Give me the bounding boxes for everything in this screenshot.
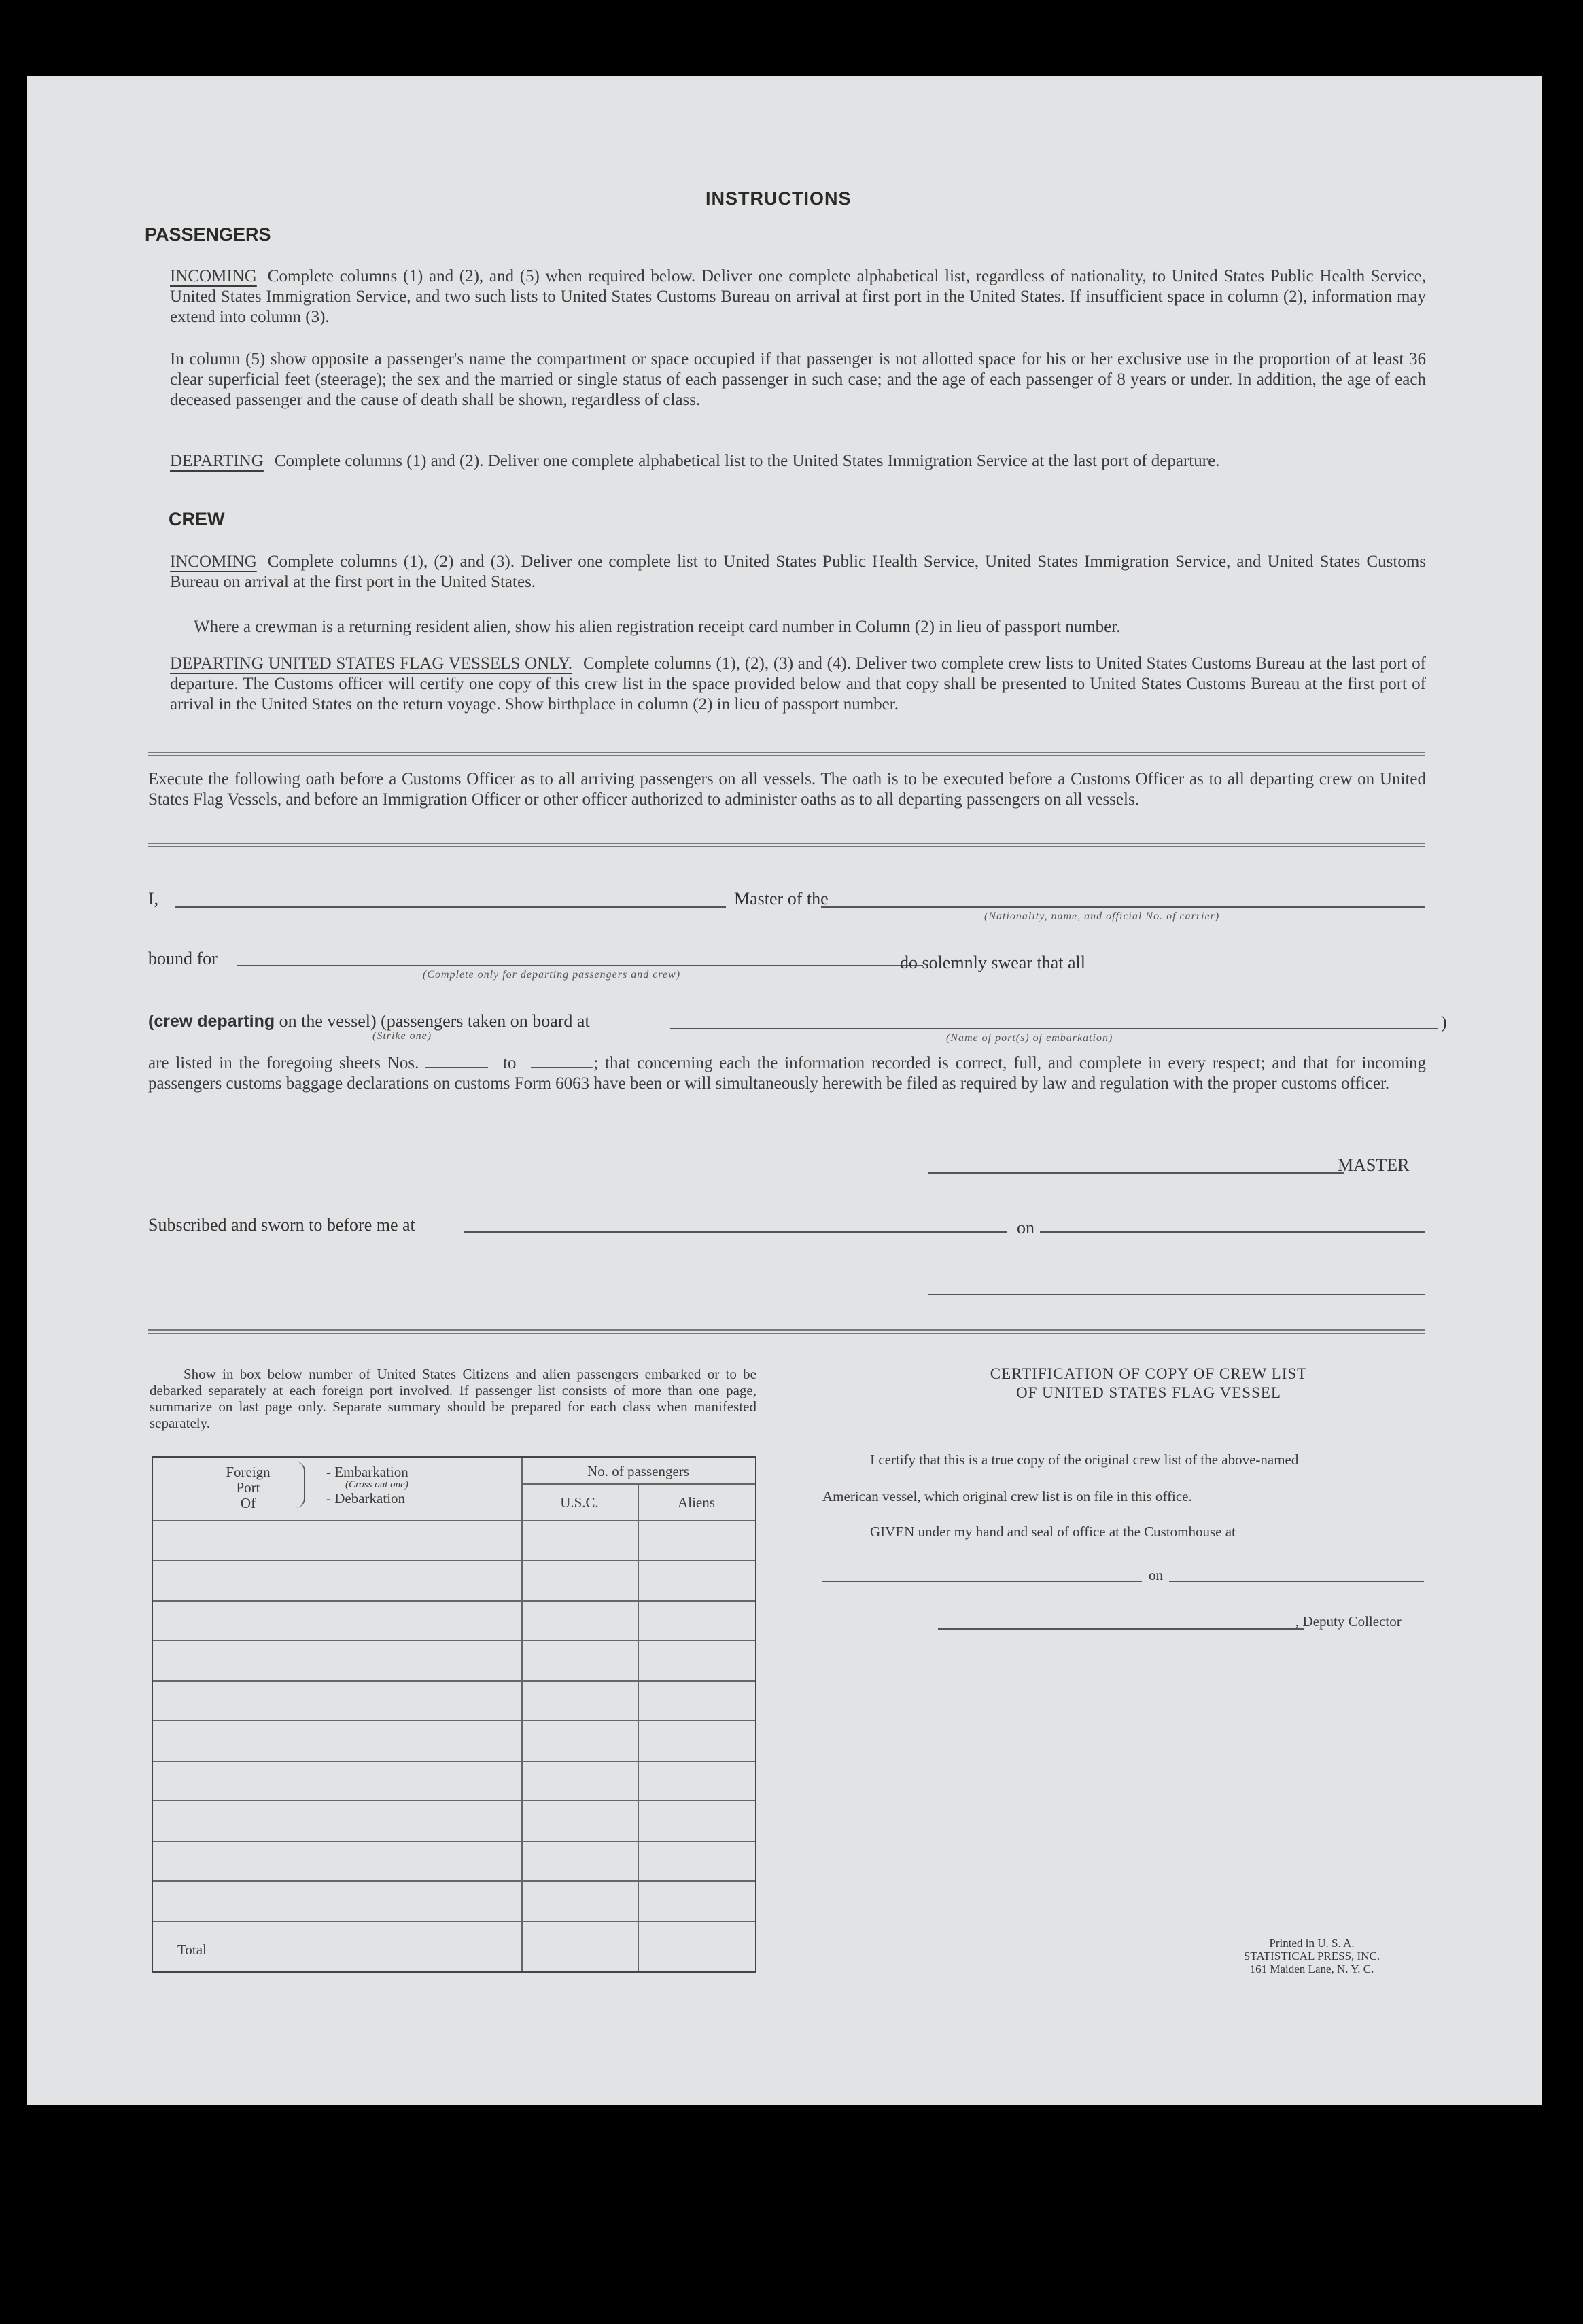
table-divider: [638, 1483, 639, 1971]
given-line: GIVEN under my hand and seal of office at the Customhouse at: [870, 1524, 1236, 1540]
master-label: MASTER: [1338, 1155, 1410, 1175]
master-name-field[interactable]: [175, 906, 726, 908]
subscribed-place-field[interactable]: [464, 1231, 1007, 1233]
crew-departing-option: [148, 1011, 590, 1032]
foreign-port-of-label: [207, 1464, 289, 1511]
page-title: INSTRUCTIONS: [706, 188, 852, 209]
carrier-field[interactable]: [821, 906, 1425, 908]
table-row: [153, 1520, 755, 1521]
certification-title-line2: OF UNITED STATES FLAG VESSEL: [1016, 1384, 1281, 1401]
printer-imprint: [1210, 1937, 1414, 1975]
summary-table: [152, 1456, 756, 1973]
deputy-signature-field[interactable]: [938, 1628, 1304, 1630]
imprint-line2: STATISTICAL PRESS, INC.: [1243, 1950, 1380, 1962]
to-label: to: [502, 1054, 517, 1072]
bound-for-hint: (Complete only for departing passengers and crew): [423, 969, 681, 981]
strike-one-hint: (Strike one): [372, 1030, 432, 1042]
sheets-prefix: are listed in the foregoing sheets Nos.: [148, 1054, 419, 1072]
total-label: Total: [177, 1941, 207, 1958]
table-row: [153, 1560, 755, 1561]
table-row: [153, 1720, 755, 1721]
certify-line2: American vessel, which original crew list is on file in this office.: [822, 1488, 1192, 1504]
master-signature-field[interactable]: [928, 1172, 1344, 1174]
sheet-from-field[interactable]: [425, 1055, 488, 1068]
subscribed-label: Subscribed and sworn to before me at: [148, 1215, 415, 1235]
imprint-line1: Printed in U. S. A.: [1269, 1937, 1355, 1950]
usc-header: U.S.C.: [560, 1494, 599, 1511]
passengers-incoming-label: INCOMING: [170, 267, 257, 285]
customhouse-field[interactable]: [822, 1581, 1142, 1582]
table-row: [153, 1600, 755, 1602]
oath-i-label: I,: [148, 889, 159, 909]
aliens-header: Aliens: [678, 1494, 715, 1511]
bound-for-label: bound for: [148, 949, 218, 968]
table-row: [153, 1880, 755, 1882]
on-the-vessel-label: on the vessel): [279, 1011, 377, 1031]
certification-title-line1: CERTIFICATION OF COPY OF CREW LIST: [990, 1365, 1308, 1382]
cert-on-label: on: [1149, 1567, 1163, 1583]
section-divider: [148, 843, 1425, 847]
summary-note: Show in box below number of United States Citizens and alien passengers embarked or to be debarked separately at each foreign port involved. If passenger list consists of more than one page, summarize on last page only. Separate summary should be prepared for each class when manifested separately.: [150, 1366, 756, 1431]
passengers-departing-paragraph: [170, 451, 1426, 472]
table-row: [153, 1800, 755, 1801]
subscribed-date-field[interactable]: [1040, 1231, 1425, 1233]
port-hint: (Name of port(s) of embarkation): [946, 1032, 1113, 1044]
carrier-hint: (Nationality, name, and official No. of carrier): [984, 911, 1220, 922]
crew-heading: CREW: [169, 509, 225, 529]
of-label: Of: [240, 1495, 256, 1511]
passengers-incoming-paragraph: [170, 266, 1426, 328]
table-row: [153, 1680, 755, 1682]
on-label: on: [1017, 1218, 1034, 1237]
crew-departing-text: Complete columns (1), (2), (3) and (4). Deliver two complete crew lists to United States Customs Bureau at the last port of departure. The Customs officer will certify one copy of this crew list in the space provided below and that copy shall be presented to United States Customs Bureau at the first port of arrival in the United States on the return voyage. Show birthplace in column (2) in lieu of passport number.: [170, 654, 1426, 714]
crew-incoming-text: Complete columns (1), (2) and (3). Deliver one complete list to United States Public Health Service, United States Immigration Service, and United States Customs Bureau on arrival at the first port in the United States.: [170, 552, 1426, 591]
imprint-line3: 161 Maiden Lane, N. Y. C.: [1249, 1962, 1374, 1975]
crew-departing-label: (crew departing: [148, 1012, 275, 1031]
certification-title: [863, 1365, 1434, 1403]
deputy-collector-label: , Deputy Collector: [1295, 1613, 1402, 1630]
section-divider: [148, 1329, 1425, 1334]
oath-instruction: Execute the following oath before a Customs Officer as to all arriving passengers on all vessels. The oath is to be executed before a Customs Officer as to all departing crew on United States Flag Vessels, and before an Immigration Officer or other officer authorized to administer oaths as to all departing passengers on all vessels.: [148, 770, 1426, 809]
embark-debark-label: [326, 1464, 408, 1506]
passengers-departing-text: Complete columns (1) and (2). Deliver one complete alphabetical list to the United States Immigration Service at the last port of departure.: [274, 452, 1220, 470]
table-divider: [521, 1483, 755, 1485]
sheet-to-field[interactable]: [531, 1055, 593, 1068]
brace-icon: [294, 1462, 305, 1508]
master-of-the-label: Master of the: [734, 889, 829, 909]
crew-departing-label: DEPARTING UNITED STATES FLAG VESSELS ONLY.: [170, 654, 573, 673]
crew-incoming-label: INCOMING: [170, 552, 257, 571]
officer-signature-field[interactable]: [928, 1294, 1425, 1295]
no-of-passengers-header: No. of passengers: [587, 1463, 689, 1479]
table-row: [153, 1921, 755, 1922]
embarkation-port-field[interactable]: [670, 1028, 1438, 1029]
oath-sheets-paragraph: [148, 1053, 1426, 1094]
section-divider: [148, 752, 1425, 756]
foreign-label: Foreign: [226, 1464, 271, 1480]
passengers-heading: PASSENGERS: [145, 224, 271, 245]
debarkation-label: - Debarkation: [326, 1490, 406, 1507]
crew-resident-paragraph: Where a crewman is a returning resident alien, show his alien registration receipt card number in Column (2) in lieu of passport number.: [194, 618, 1121, 636]
cross-out-hint: (Cross out one): [345, 1479, 408, 1490]
form-sheet: [27, 76, 1542, 2105]
passengers-taken-label: (passengers taken on board at: [381, 1011, 590, 1031]
table-row: [153, 1640, 755, 1641]
table-row: [153, 1841, 755, 1842]
passengers-departing-label: DEPARTING: [170, 452, 264, 470]
port-label: Port: [236, 1479, 260, 1496]
bound-for-field[interactable]: [237, 965, 923, 966]
table-row: [153, 1761, 755, 1762]
crew-incoming-paragraph: [170, 552, 1426, 593]
passengers-incoming-text: Complete columns (1) and (2), and (5) when required below. Deliver one complete alphabetical list, regardless of nationality, to United States Public Health Service, United States Immigration Service, and two such lists to United States Customs Bureau on arrival at first port in the United States. If insufficient space in column (2), information may extend into column (3).: [170, 267, 1426, 326]
crew-departing-paragraph: [170, 654, 1426, 715]
swear-label: do solemnly swear that all: [900, 953, 1085, 972]
cert-date-field[interactable]: [1169, 1581, 1424, 1582]
embarkation-label: - Embarkation: [326, 1464, 408, 1480]
passengers-column5-paragraph: In column (5) show opposite a passenger's name the compartment or space occupied if that passenger is not allotted space for his or her exclusive use in the proportion of at least 36 clear superficial feet (steerage); the sex and the married or single status of each passenger in such case; and the age of each passenger of 8 years or under. In addition, the age of each deceased passenger and the cause of death shall be shown, regardless of class.: [170, 350, 1426, 409]
table-divider: [521, 1458, 523, 1971]
certify-line1: I certify that this is a true copy of the original crew list of the above-named: [870, 1451, 1299, 1468]
close-paren: ): [1441, 1013, 1447, 1032]
sheets-rest: ; that concerning each the information recorded is correct, full, and complete in every respect; and that for incoming passengers customs baggage declarations on customs Form 6063 have been or will simultaneously herewith be filed as required by law and regulation with the proper customs officer.: [148, 1054, 1426, 1093]
